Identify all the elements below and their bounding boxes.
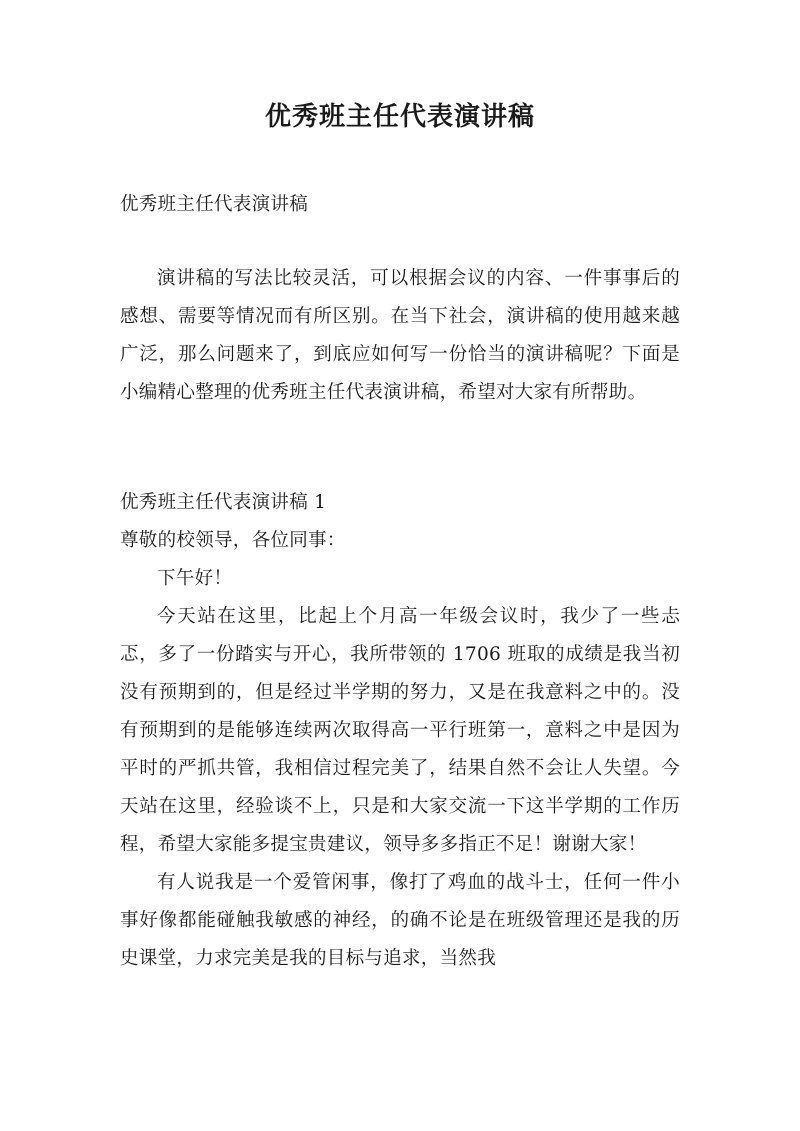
body-paragraph-2: 有人说我是一个爱管闲事，像打了鸡血的战斗士，任何一件小事好像都能碰触我敏感的神经，的确不论是在班级管理还是我的历史课堂，力求完美是我的目标与追求，当然我 [120, 872, 680, 969]
body-paragraph-1: 今天站在这里，比起上个月高一年级会议时，我少了一些忐忑，多了一份踏实与开心，我所带领的 1706 班取的成绩是我当初没有预期到的，但是经过半学期的努力，又是在我意料之中的。没有预期到的是能够连续两次取得高一平行班第一，意料之中是因为平时的严抓共管，我相信过程完美了，结果自然不会让人失望。今天站在这里，经验谈不上，只是和大家交流一下这半学期的工作历程，希望大家能多提宝贵建议，领导多多指正不足！谢谢大家！ [120, 606, 680, 855]
subtitle-text: 优秀班主任代表演讲稿 [120, 194, 309, 215]
intro-block [120, 260, 680, 412]
greeting: 下午好！ [157, 568, 233, 589]
speech-section [120, 484, 680, 978]
page-title: 优秀班主任代表演讲稿 [264, 102, 535, 132]
salutation: 尊敬的校领导，各位同事： [120, 530, 346, 551]
section-heading: 优秀班主任代表演讲稿 1 [120, 492, 327, 513]
intro-paragraph: 演讲稿的写法比较灵活，可以根据会议的内容、一件事事后的感想、需要等情况而有所区别。在当下社会，演讲稿的使用越来越广泛，那么问题来了，到底应如何写一份恰当的演讲稿呢？下面是小编精心整理的优秀班主任代表演讲稿，希望对大家有所帮助。 [120, 268, 680, 403]
document-subtitle [120, 186, 680, 224]
